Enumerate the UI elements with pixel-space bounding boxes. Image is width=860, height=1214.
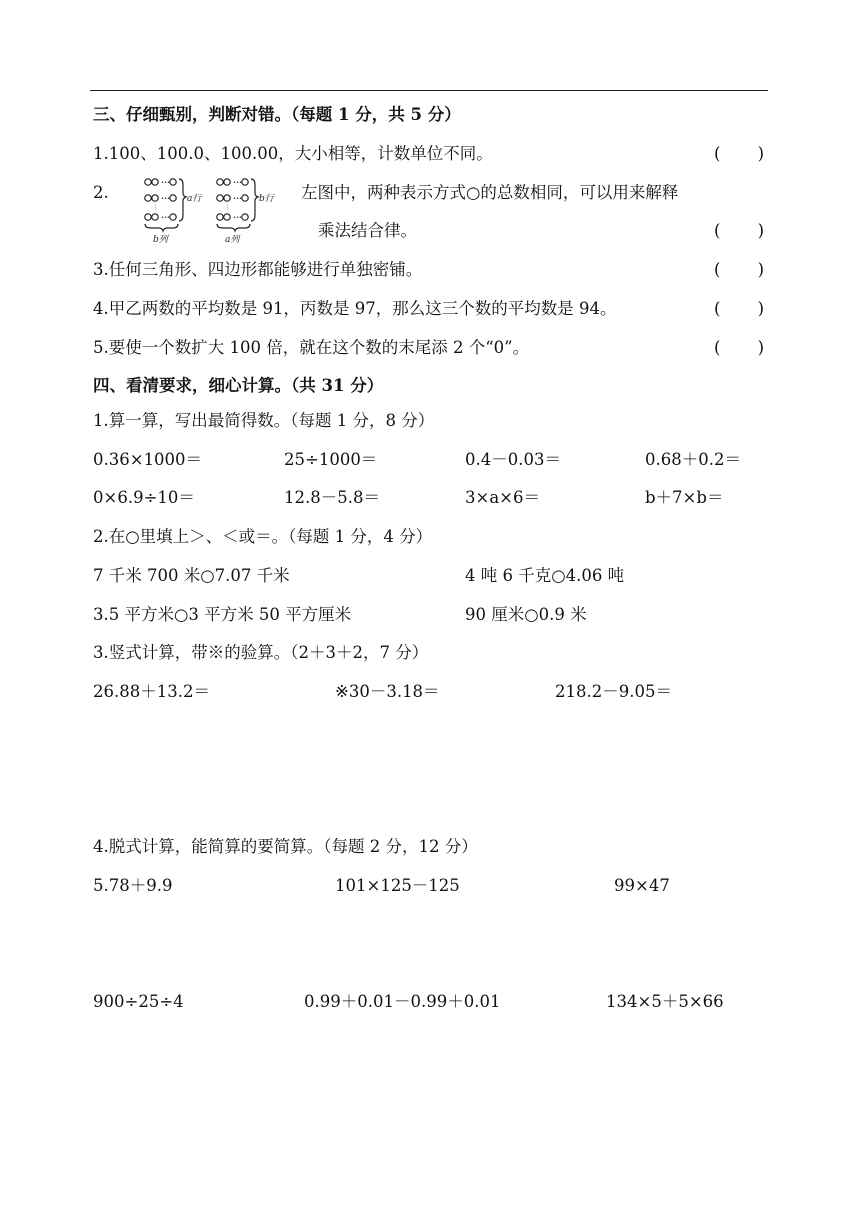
part1-title: 1.算一算，写出最简得数。（每题 1 分，8 分）: [93, 411, 435, 430]
multiplication-array-figure: [143, 176, 290, 246]
question-3: 3.任何三角形、四边形都能够进行单独密铺。: [93, 260, 423, 279]
svg-text:⋮: ⋮: [153, 205, 158, 211]
svg-text:•••: •••: [233, 196, 242, 202]
part3-title: 3.竖式计算，带※的验算。（2＋3＋2，7 分）: [93, 643, 429, 662]
stepwise-calc-item: 101×125－125: [335, 876, 460, 895]
stepwise-calc-item: 5.78＋9.9: [93, 876, 173, 895]
question-1: 1.100、100.0、100.00，大小相等，计数单位不同。: [93, 144, 493, 163]
svg-text:⋮: ⋮: [225, 205, 230, 211]
vertical-calc-item: 26.88＋13.2＝: [93, 682, 210, 701]
question-2-text-b: 乘法结合律。: [318, 221, 417, 240]
part2-title: 2.在○里填上＞、＜或＝。（每题 1 分，4 分）: [93, 527, 433, 546]
col-a-label: a列: [225, 235, 240, 245]
compare-item: 90 厘米○0.9 米: [465, 605, 587, 624]
calc-item: 12.8－5.8＝: [284, 488, 380, 507]
compare-item: 4 吨 6 千克○4.06 吨: [465, 566, 625, 585]
stepwise-calc-item: 900÷25÷4: [93, 992, 184, 1011]
calc-item: b＋7×b＝: [645, 488, 724, 507]
calc-item: 0×6.9÷10＝: [93, 488, 195, 507]
question-4: 4.甲乙两数的平均数是 91，丙数是 97，那么这三个数的平均数是 94。: [93, 299, 617, 318]
answer-paren-1[interactable]: ( ): [714, 144, 764, 163]
svg-text:•••: •••: [161, 196, 170, 202]
answer-paren-3[interactable]: ( ): [714, 260, 764, 279]
section4-heading: 四、看清要求，细心计算。（共 31 分）: [93, 376, 384, 395]
question-5: 5.要使一个数扩大 100 倍，就在这个数的末尾添 2 个“0”。: [93, 338, 530, 357]
stepwise-calc-item: 99×47: [614, 876, 670, 895]
section3-heading: 三、仔细甄别，判断对错。（每题 1 分，共 5 分）: [93, 105, 461, 124]
col-b-label: b列: [153, 235, 168, 245]
calc-item: 25÷1000＝: [284, 450, 378, 469]
calc-item: 0.68＋0.2＝: [645, 450, 741, 469]
stepwise-calc-item: 134×5＋5×66: [606, 992, 724, 1011]
row-b-label: b行: [259, 194, 274, 204]
compare-item: 3.5 平方米○3 平方米 50 平方厘米: [93, 605, 352, 624]
vertical-calc-item: ※30－3.18＝: [335, 682, 440, 701]
answer-paren-2[interactable]: ( ): [714, 221, 764, 240]
svg-text:•••: •••: [161, 215, 170, 221]
calc-item: 0.4－0.03＝: [465, 450, 561, 469]
calc-item: 3×a×6＝: [465, 488, 540, 507]
question-2-text-a: 左图中，两种表示方式○的总数相同，可以用来解释: [301, 183, 679, 202]
answer-paren-5[interactable]: ( ): [714, 338, 764, 357]
row-a-label: a行: [187, 194, 202, 204]
compare-item: 7 千米 700 米○7.07 千米: [93, 566, 290, 585]
calc-item: 0.36×1000＝: [93, 450, 203, 469]
stepwise-calc-item: 0.99＋0.01－0.99＋0.01: [304, 992, 501, 1011]
header-rule: [90, 90, 768, 91]
answer-paren-4[interactable]: ( ): [714, 299, 764, 318]
svg-text:•••: •••: [161, 180, 170, 186]
question-2-number: 2.: [93, 183, 109, 202]
svg-text:•••: •••: [233, 180, 242, 186]
svg-text:•••: •••: [233, 215, 242, 221]
part4-title: 4.脱式计算，能简算的要简算。（每题 2 分，12 分）: [93, 837, 478, 856]
vertical-calc-item: 218.2－9.05＝: [555, 682, 672, 701]
